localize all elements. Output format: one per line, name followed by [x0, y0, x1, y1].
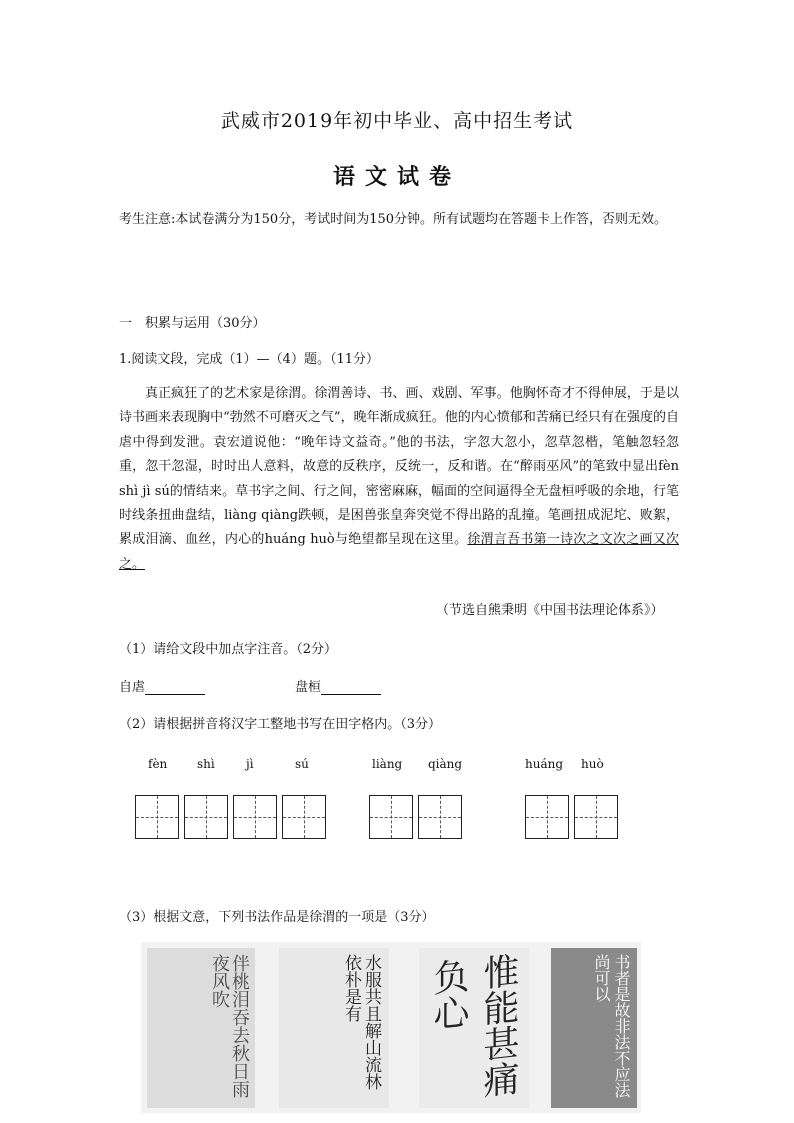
writing-grid-cell[interactable]	[184, 795, 228, 839]
writing-grid-cell[interactable]	[233, 795, 277, 839]
pinyin-label: shì	[197, 757, 215, 771]
calligraphy-text: 书者是故非法不应法尚可以	[592, 954, 631, 1098]
section-heading: 一 积累与运用（30分）	[119, 316, 266, 331]
passage-source: （节选自熊秉明《中国书法理论体系》）	[436, 603, 664, 618]
answer-blank-b[interactable]	[321, 682, 381, 695]
calligraphy-text: 伴桃泪吞去秋日雨夜风吹	[209, 954, 250, 1098]
pinyin-label: jì	[246, 757, 254, 771]
calligraphy-option-3[interactable]	[419, 948, 529, 1108]
calligraphy-option-2[interactable]	[279, 948, 389, 1108]
writing-grid-cell[interactable]	[418, 795, 462, 839]
answer-blank-a[interactable]	[145, 682, 205, 695]
writing-grid-cell[interactable]	[135, 795, 179, 839]
passage-underlined-sentence: 徐渭言吾书第一诗次之文次之画又次之。	[119, 532, 679, 572]
calligraphy-text: 水服共且解山流林依朴是有	[341, 954, 381, 1090]
fill-item-a	[119, 676, 205, 695]
calligraphy-text: 惟能甚痛负心	[428, 951, 519, 1100]
question-1-prompt: 1.阅读文段，完成（1）—（4）题。（11分）	[119, 352, 379, 367]
reading-passage	[119, 382, 679, 577]
exam-notice: 考生注意:本试卷满分为150分，考试时间为150分钟。所有试题均在答题卡上作答，否则无效。	[119, 212, 668, 227]
pinyin-label: huò	[581, 757, 604, 771]
subject-title: 语文试卷	[332, 164, 461, 190]
pinyin-label: fèn	[148, 757, 168, 771]
passage-text: 真正疯狂了的艺术家是徐渭。徐渭善诗、书、画、戏剧、军事。他胸怀奇才不得伸展，于是以诗书画来表现胸中“勃然不可磨灭之气”，晚年渐成疯狂。他的内心愤郁和苦痛已经只有在强度的自虐中得到发泄。袁宏道说他：“晚年诗文益奇。”他的书法，字忽大忽小，忽草忽楷，笔触忽轻忽重，忽干忽湿，时时出人意料，故意的反秩序，反统一，反和谐。在“醉雨巫风”的笔致中显出fèn shì jì sú的情结来。草书字之间、行之间，密密麻麻，幅面的空间逼得全无盘桓呼吸的余地，行笔时线条扭曲盘结，liàng qiàng跌顿，是困兽张皇奔突觉不得出路的乱撞。笔画扭成泥坨、败絮，累成泪滴、血丝，内心的huáng huò与绝望都呈现在这里。	[119, 386, 679, 548]
fill-item-a-label: 自虐	[119, 680, 146, 695]
pinyin-label: huáng	[525, 757, 564, 771]
fill-item-b-label: 盘桓	[295, 680, 322, 695]
sub-question-2: （2）请根据拼音将汉字工整地书写在田字格内。（3分）	[119, 717, 442, 732]
pinyin-label: liàng	[372, 757, 403, 771]
calligraphy-samples	[141, 942, 641, 1113]
writing-grid-cell[interactable]	[525, 795, 569, 839]
pinyin-label: qiàng	[428, 757, 463, 771]
writing-grid-cell[interactable]	[574, 795, 618, 839]
writing-grid-cell[interactable]	[369, 795, 413, 839]
writing-grid-cell[interactable]	[282, 795, 326, 839]
calligraphy-option-1[interactable]	[147, 948, 255, 1108]
calligraphy-option-4[interactable]	[551, 948, 637, 1108]
exam-title: 武威市2019年初中毕业、高中招生考试	[220, 110, 574, 132]
pinyin-label: sú	[295, 757, 309, 771]
fill-item-b	[295, 676, 381, 695]
sub-question-1: （1）请给文段中加点字注音。（2分）	[119, 642, 338, 657]
sub-question-3: （3）根据文意，下列书法作品是徐渭的一项是（3分）	[119, 910, 435, 925]
